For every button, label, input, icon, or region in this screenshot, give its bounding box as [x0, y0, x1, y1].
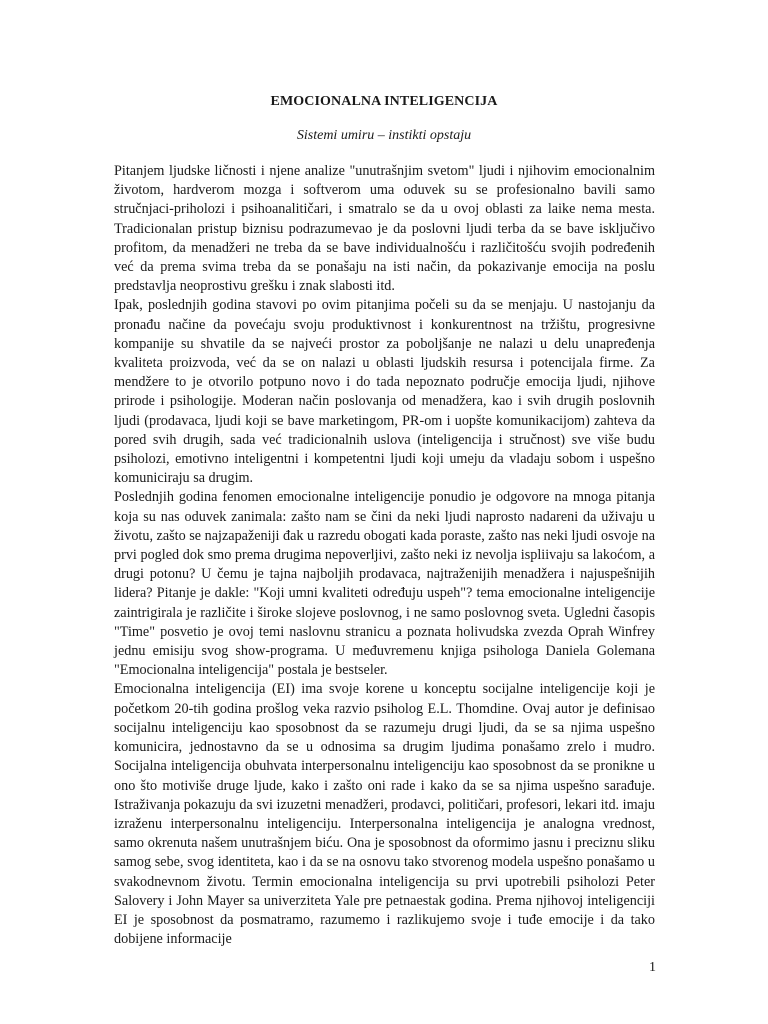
document-title: EMOCIONALNA INTELIGENCIJA	[270, 94, 498, 109]
page-number: 1	[649, 960, 656, 975]
paragraph: Emocionalna inteligencija (EI) ima svoje korene u konceptu socijalne inteligencije koji je početkom 20-tih godina prošlog veka razvio psiholog E.L. Thomdine. Ovaj autor je definisao socijalnu inteligenciju kao sposobnost da se razumeju drugi ljudi, da se sa njima uspešno komunicira, jednostavno da se u odnosima sa drugim ljudima ponašamo zrelo i mudro. Socijalna inteligencija obuhvata interpersonalnu inteligenciju kao sposobnost da se pronikne u ono što motiviše druge ljude, kako i zašto oni rade i kako da se sa njima uspešno sarađuje. Istraživanja pokazuju da svi izuzetni menadžeri, prodavci, političari, profesori, lekari itd. imaju izraženu interpersonalnu inteligenciju. Interpersonalna inteligencija je analogna vrednost, samo okrenuta našem unutrašnjem biću. Ona je sposobnost da oformimo jasnu i preciznu sliku samog sebe, svog identiteta, kao i da se na osnovu tako stvorenog modela uspešno ponašamo u svakodnevnom životu. Termin emocionalna inteligencija su prvi upotrebili psiholozi Peter Salovery i John Mayer sa univerziteta Yale pre petnaestak godina. Prema njihovoj inteligenciji EI je sposobnost da posmatramo, razumemo i razlikujemo svoje i tuđe emocije i da tako dobijene informacije	[114, 681, 655, 948]
paragraph: Pitanjem ljudske ličnosti i njene analize "unutrašnjim svetom" ljudi i njihovim emocionalnim životom, hardverom mozga i softverom uma oduvek su se profesionalno bavili samo stručnjaci-priholozi i psihoanalitičari, i smatralo se da u ovoj oblasti za laike nema mesta. Tradicionalan pristup biznisu podrazumevao je da poslovni ljudi terba da se bave isključivo profitom, da menadžeri ne treba da se bave individualnošću i različitošću svojih podređenih već da prema svima treba da se ponašaju na isti način, da pokazivanje emocija na poslu predstavlja neoprostivu grešku i znak slabosti itd.	[114, 163, 655, 295]
document-subtitle: Sistemi umiru – instikti opstaju	[296, 128, 472, 143]
paragraph: Poslednjih godina fenomen emocionalne inteligencije ponudio je odgovore na mnoga pitanja koja su nas oduvek zanimala: zašto nam se čini da neki ljudi naprosto nadareni da uživaju u životu, zašto se najzapaženiji đak u razredu obogati kada poraste, zašto nas neki ljudi osvoje na prvi pogled dok smo prema drugima nepoverljivi, zašto neki iz nevolja ispliivaju sa lakoćom, a drugi potonu? U čemu je tajna najboljih prodavaca, najtraženijih menadžera i najuspešnijih lidera? Pitanje je dakle: "Koji umni kvaliteti određuju uspeh"? tema emocionalne inteligencije zaintrigirala je različite i široke slojeve poslovnog, i ne samo poslovnog sveta. Ugledni časopis "Time" posvetio je ovoj temi naslovnu stranicu a poznata holivudska zvezda Oprah Winfrey jednu emisiju svog show-programa. U međuvremenu knjiga psihologa Daniela Golemana "Emocionalna inteligencija" postala je bestseler.	[114, 489, 655, 679]
document-body	[114, 162, 655, 949]
paragraph: Ipak, poslednjih godina stavovi po ovim pitanjima počeli su da se menjaju. U nastojanju da pronađu načine da povećaju svoju produktivnost i konkurentnost na tržištu, progresivne kompanije su shvatile da se najveći prostor za poboljšanje ne nalazi u delu unapređenja kvaliteta proizvoda, već da se on nalazi u oblasti ljudskih resursa i potencijala firme. Za mendžere to je otvorilo potpuno novo i do tada nepoznato područje emocija ljudi, njihove prirode i psihologije. Moderan način poslovanja od menadžera, kao i svih drugih poslovnih ljudi (prodavaca, ljudi koji se bave marketingom, PR-om i uopšte komunikacijom) zahteva da pored svih drugih, sada već tradicionalnih uslova (inteligencija i stručnost) sve više budu psiholozi, emotivno inteligentni i kompetentni ljudi koji umeju da vladaju sobom i uspešno komuniciraju sa drugim.	[114, 297, 655, 487]
